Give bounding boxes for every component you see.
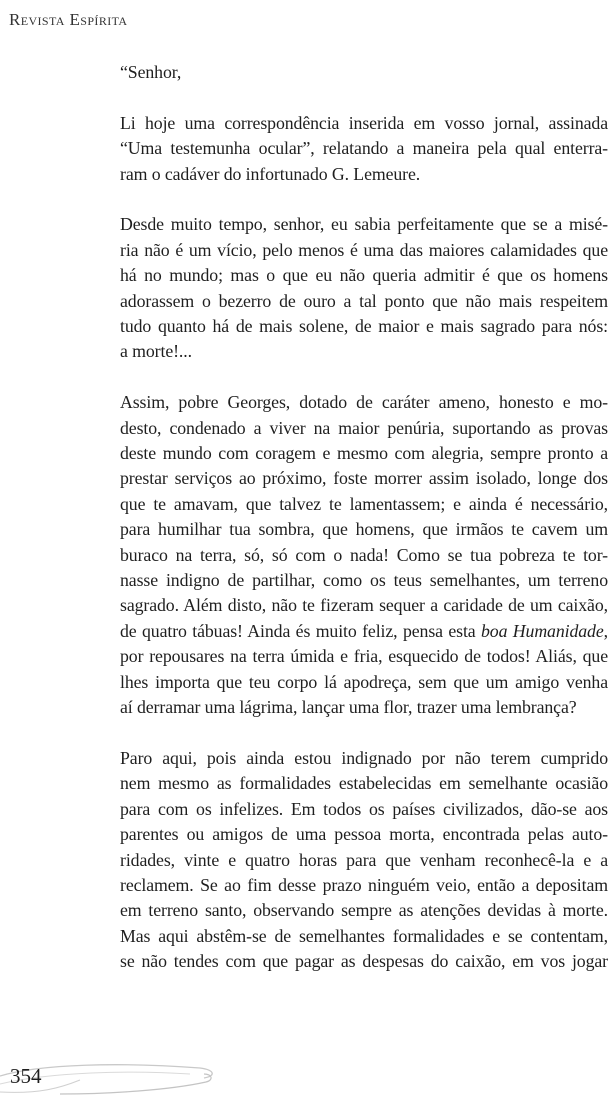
- text-line: ram o cadáver do infortunado G. Lemeure.: [120, 163, 421, 184]
- text-line: lhes importa que teu corpo lá apodreça, sem que um amigo venha: [120, 671, 608, 692]
- text-line: por repousares na terra úmida e fria, esquecido de todos! Aliás, que: [120, 646, 608, 667]
- text-line: há no mundo; mas o que eu não queria admitir é que os homens: [120, 265, 608, 286]
- text-line: reclamem. Se ao fim desse prazo ninguém veio, então a depositam: [120, 874, 608, 895]
- text-line: ridades, vinte e quatro horas para que venham reconhecê-la e a: [120, 849, 608, 870]
- text-line: que te amavam, que talvez te lamentassem; e ainda é necessário,: [120, 493, 608, 514]
- text-line: se não tendes com que pagar as despesas do caixão, em vos jogar: [120, 951, 608, 972]
- text-line: adorassem o bezerro de ouro a tal ponto que não mais respeitem: [120, 290, 608, 311]
- text-line: aí derramar uma lágrima, lançar uma flor, trazer uma lembrança?: [120, 697, 577, 718]
- paragraph-4: [120, 746, 608, 975]
- text-line: para humilhar tua sombra, que homens, que irmãos te cavem um: [120, 519, 608, 540]
- text-line: Assim, pobre Georges, dotado de caráter ameno, honesto e mo-: [120, 392, 608, 413]
- page-number: 354: [10, 1064, 42, 1088]
- running-head: Revista Espírita: [9, 10, 128, 29]
- text-line: Paro aqui, pois ainda estou indignado por não terem cumprido: [120, 747, 608, 768]
- text-line: Mas aqui abstêm-se de semelhantes formalidades e se contentam,: [120, 925, 608, 946]
- text-line: a morte!...: [120, 341, 192, 362]
- text-segment: ,: [603, 620, 609, 641]
- paragraph-2: [120, 212, 608, 364]
- paragraph-3: [120, 390, 608, 720]
- text-line: buraco na terra, só, só com o nada! Como se tua pobreza te tor-: [120, 544, 608, 565]
- text-line: nem mesmo as formalidades estabelecidas em semelhante ocasião: [120, 773, 608, 794]
- text-line: Li hoje uma correspondência inserida em vosso jornal, assinada: [120, 112, 608, 133]
- text-line: em terreno santo, observando sempre as atenções devidas à morte.: [120, 900, 608, 921]
- text-line: “Uma testemunha ocular”, relatando a maneira pela qual enterra-: [120, 138, 608, 159]
- text-line: deste mundo com coragem e mesmo com alegria, sempre pronto a: [120, 443, 608, 464]
- text-line: nasse indigno de partilhar, como os teus semelhantes, um terreno: [120, 570, 608, 591]
- text-line: parentes ou amigos de uma pessoa morta, encontrada pelas auto-: [120, 824, 608, 845]
- text-line-with-italic: [120, 619, 608, 644]
- text-line: ria não é um vício, pelo menos é uma das maiores calamidades que: [120, 239, 608, 260]
- text-line: para com os infelizes. Em todos os países civilizados, dão-se aos: [120, 798, 608, 819]
- text-line: desto, condenado a viver na maior penúria, suportando as provas: [120, 417, 608, 438]
- text-line: Desde muito tempo, senhor, eu sabia perfeitamente que se a misé-: [120, 214, 608, 235]
- text-segment: de quatro tábuas! Ainda és muito feliz, pensa esta: [120, 620, 481, 641]
- text-line: prestar serviços ao próximo, foste morrer assim isolado, longe dos: [120, 468, 608, 489]
- italic-phrase: boa Humanidade: [481, 620, 604, 641]
- text-line: tudo quanto há de mais solene, de maior e mais sagrado para nós:: [120, 316, 608, 337]
- text-line: sagrado. Além disto, não te fizeram sequer a caridade de um caixão,: [120, 595, 608, 616]
- paragraph-1: [120, 111, 608, 187]
- greeting: “Senhor,: [120, 62, 182, 82]
- article-body: [120, 60, 608, 975]
